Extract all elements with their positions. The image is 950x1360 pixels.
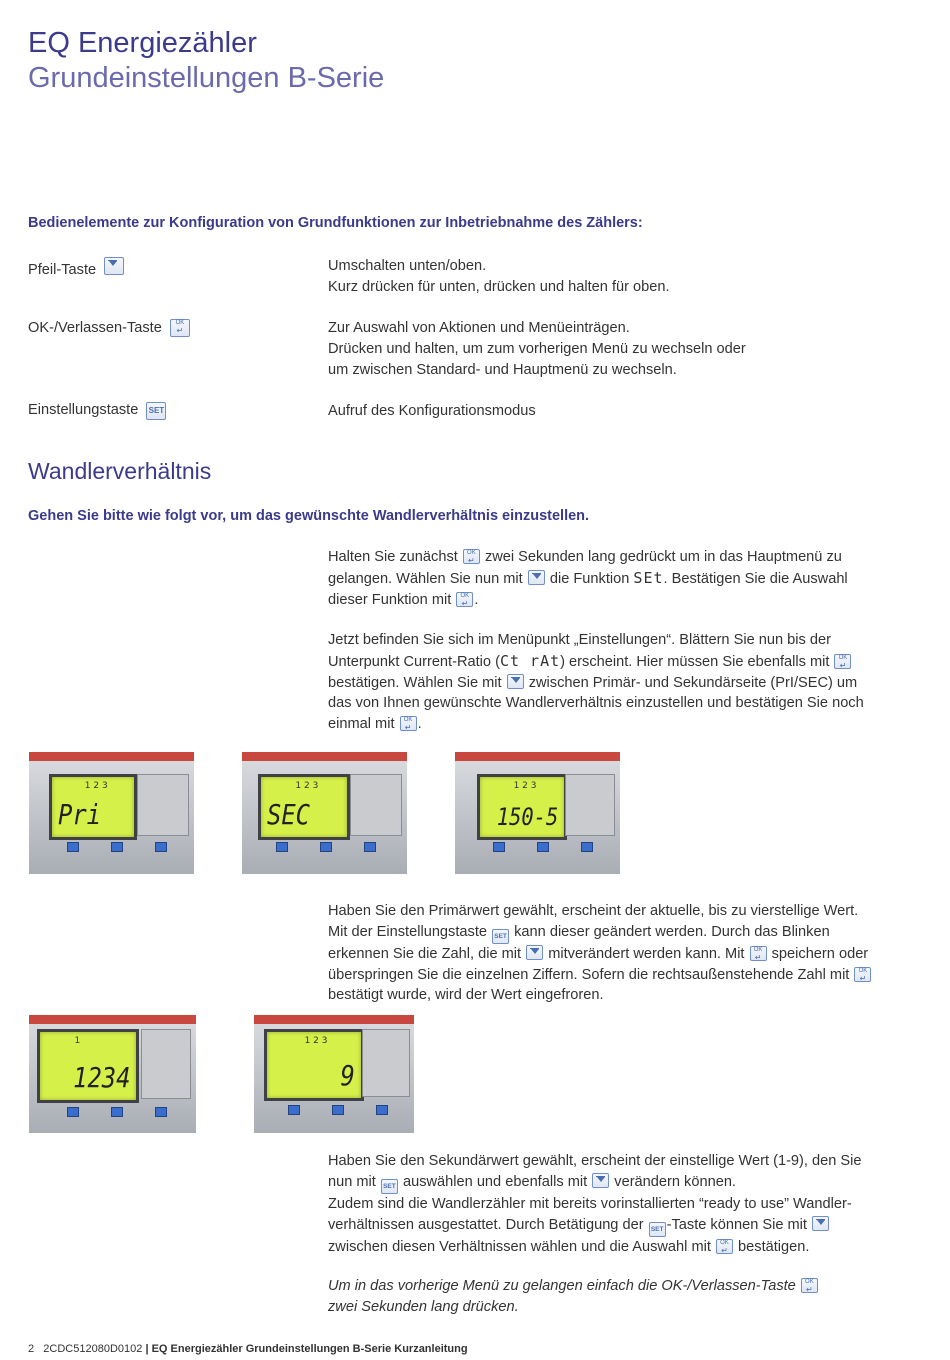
- paragraph-3: Haben Sie den Primärwert gewählt, erscheint der aktuelle, bis zu vierstellige Wert. Mit der Einstellungstaste SET kann dieser geändert werden. Durch das Blinken erkennen Sie die Zahl, die mit mitverändert werden kann. Mit OK ↵ speichern oder überspringen Sie die einzelnen Ziffern. Sofern die rechtsaußenstehende Zahl mit OK ↵ bestätigt wurde, wird der Wert eingefroren.: [328, 901, 938, 1006]
- ok-key-icon: OK ↵: [750, 946, 767, 961]
- meter-photo-sec: [242, 752, 407, 874]
- lcd-text-set: SEt: [633, 568, 664, 587]
- lcd-display: 1 2 3 SEC: [258, 774, 350, 840]
- arrow-key-icon: [812, 1216, 829, 1231]
- lcd-display: 1 2 3 Pri: [49, 774, 137, 840]
- meter-photo-pri: [29, 752, 194, 874]
- control-label-ok: OK-/Verlassen-Taste OK ↵: [28, 319, 191, 337]
- control-label-arrow: Pfeil-Taste: [28, 257, 125, 278]
- arrow-key-icon: [528, 570, 545, 585]
- controls-heading: Bedienelemente zur Konfiguration von Grundfunktionen zur Inbetriebnahme des Zählers:: [28, 215, 643, 231]
- control-desc-set: Aufruf des Konfigurationsmodus: [328, 403, 536, 419]
- arrow-key-icon: [592, 1173, 609, 1188]
- paragraph-2: Jetzt befinden Sie sich im Menüpunkt „Einstellungen“. Blättern Sie nun bis der Unterpunkt Current-Ratio (Ct rAt) erscheint. Hier müssen Sie ebenfalls mit OK ↵ bestätigen. Wählen Sie mit zwischen Primär- und Sekundärseite (PrI/SEC) um das von Ihnen gewünschte Wandlerverhältnis einzustellen und bestätigen Sie noch einmal mit OK ↵ .: [328, 632, 864, 733]
- ok-key-icon: OK ↵: [854, 967, 871, 982]
- document-id: 2CDC512080D0102: [43, 1343, 143, 1355]
- set-key-icon: SET: [492, 929, 509, 944]
- page-subtitle: Grundeinstellungen B-Serie: [28, 62, 385, 94]
- paragraph-1: Halten Sie zunächst OK ↵ zwei Sekunden lang gedrückt um in das Hauptmenü zu gelangen. Wählen Sie nun mit die Funktion SEt. Bestätigen Sie die Auswahl dieser Funktion mit OK ↵ .: [328, 549, 848, 608]
- page-footer: [28, 1343, 468, 1355]
- note-paragraph: Um in das vorherige Menü zu gelangen einfach die OK-/Verlassen-Taste OK ↵ zwei Sekunden lang drücken.: [328, 1276, 928, 1318]
- arrow-key-icon: [104, 257, 124, 275]
- section-title: Wandlerverhältnis: [28, 458, 212, 484]
- ok-key-icon: OK ↵: [463, 549, 480, 564]
- ok-key-icon: OK ↵: [400, 716, 417, 731]
- control-label-set: Einstellungstaste SET: [28, 402, 167, 420]
- ok-key-icon: OK ↵: [170, 319, 190, 337]
- meter-photo-ratio: [455, 752, 620, 874]
- footer-separator: |: [145, 1343, 149, 1355]
- page-number: 2: [28, 1343, 35, 1355]
- arrow-key-icon: [507, 674, 524, 689]
- arrow-key-icon: [526, 945, 543, 960]
- document-title: EQ Energiezähler Grundeinstellungen B-Serie Kurzanleitung: [151, 1343, 468, 1355]
- ok-key-icon: OK ↵: [801, 1278, 818, 1293]
- section-intro: Gehen Sie bitte wie folgt vor, um das gewünschte Wandlerverhältnis einzustellen.: [28, 508, 590, 524]
- control-desc-ok: Zur Auswahl von Aktionen und Menüeinträgen. Drücken und halten, um zum vorherigen Menü zu wechseln oder um zwischen Standard- und Hauptmenü zu wechseln.: [328, 320, 746, 378]
- meter-photo-secondary-value: [254, 1015, 414, 1133]
- lcd-display: 1 2 3 150-5: [477, 774, 567, 840]
- control-desc-arrow: Umschalten unten/oben. Kurz drücken für unten, drücken und halten für oben.: [328, 258, 670, 295]
- ok-key-icon: OK ↵: [716, 1239, 733, 1254]
- set-key-icon: SET: [146, 402, 166, 420]
- ok-key-icon: OK ↵: [834, 654, 851, 669]
- set-key-icon: SET: [381, 1179, 398, 1194]
- paragraph-4: Haben Sie den Sekundärwert gewählt, erscheint der einstellige Wert (1-9), den Sie nun mit SET auswählen und ebenfalls mit verändern können. Zudem sind die Wandlerzähler mit bereits vorinstallierten “ready to use” Wandler- verhältnissen ausgestattet. Durch Betätigung der SET -Taste können Sie mit zwischen diesen Verhältnissen wählen und die Auswahl mit OK ↵ bestätigen.: [328, 1153, 862, 1255]
- lcd-display: 1 2 3 9: [264, 1029, 364, 1101]
- meter-photo-primary-value: [29, 1015, 196, 1133]
- set-key-icon: SET: [649, 1222, 666, 1237]
- ok-key-icon: OK ↵: [456, 592, 473, 607]
- page-title: EQ Energiezähler: [28, 27, 257, 59]
- lcd-text-ct-rat: Ct rAt: [499, 651, 561, 670]
- lcd-display: 1 1234: [37, 1029, 139, 1103]
